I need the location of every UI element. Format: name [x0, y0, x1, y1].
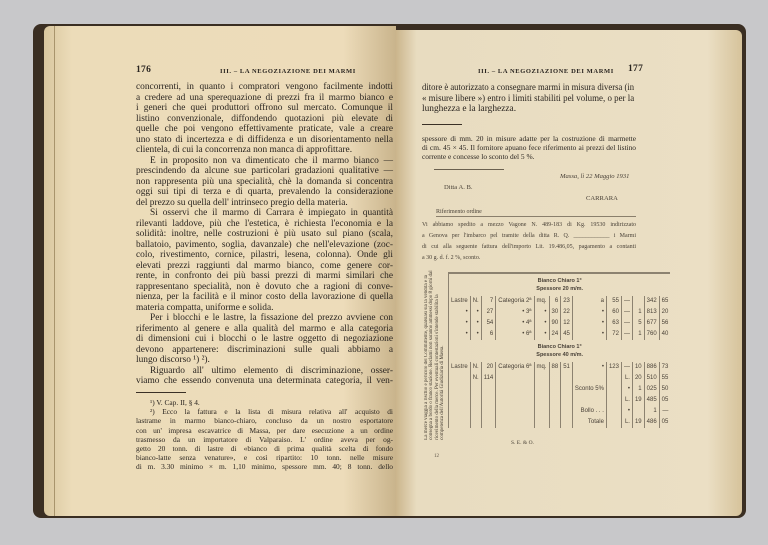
invoice-cell	[632, 406, 644, 417]
invoice-cell: 025	[644, 384, 659, 395]
invoice-cell: Bollo . . .	[572, 406, 606, 417]
text-line: non rappresenta più una specialità, chè la domanda si concentra	[136, 176, 393, 187]
invoice-cell: a	[572, 296, 606, 307]
invoice-row	[449, 395, 671, 406]
invoice-cell: 12	[561, 318, 573, 329]
invoice-cell	[561, 395, 573, 406]
invoice-cell: Lastre	[449, 296, 471, 307]
invoice-cell	[481, 384, 496, 395]
invoice-cell	[481, 406, 496, 417]
invoice-cell	[470, 406, 481, 417]
text-line: di cm. 45 × 45. Il fornitore apuano fece riferimento ai prezzi del listino	[422, 143, 636, 153]
text-line: Si osservi che il marmo di Carrara è impiegato in quantità	[150, 208, 393, 218]
invoice-cell: • 6ª	[496, 329, 534, 340]
invoice-cell: 5	[632, 318, 644, 329]
invoice-cell: •	[470, 318, 481, 329]
invoice-cell: 19	[632, 395, 644, 406]
invoice-cell: 342	[644, 296, 659, 307]
invoice-row	[449, 318, 671, 329]
invoice-cell: •	[449, 307, 471, 318]
invoice-cell: 6	[549, 296, 561, 307]
invoice-cell	[449, 395, 471, 406]
text-line: uno stato di incertezza e di diffidenza e un disorientamento nella	[136, 134, 393, 145]
invoice-cell: 677	[644, 318, 659, 329]
invoice-cell	[549, 406, 561, 417]
invoice-cell: —	[621, 307, 632, 318]
invoice-cell	[534, 395, 549, 406]
invoice-cell: N.	[470, 296, 481, 307]
invoice-cell: 20	[481, 362, 496, 373]
invoice-cell: Categoria 2ª	[496, 296, 534, 307]
invoice-cell: Totale	[572, 417, 606, 428]
invoice-cell	[534, 406, 549, 417]
invoice-table	[448, 272, 670, 428]
text-line: rappresentano specialità, non è dovuto che a ragioni di conve-	[136, 281, 393, 292]
invoice-cell: —	[621, 318, 632, 329]
text-line: listino convenzionale, diffondendo quotazioni più elevate di	[136, 113, 393, 124]
invoice-cell: 55	[606, 296, 621, 307]
invoice-cell	[470, 395, 481, 406]
text-line: concorrenti, in quanto i compratori vengono facilmente indotti	[136, 82, 393, 92]
invoice-cell: 7	[481, 296, 496, 307]
invoice-cell	[481, 417, 496, 428]
invoice-cell: •	[572, 318, 606, 329]
invoice-cell: •	[534, 318, 549, 329]
page-number: 176	[136, 65, 152, 75]
invoice-cell	[549, 384, 561, 395]
invoice-cell: 20	[659, 307, 670, 318]
text-line: elevati prezzi raggiunti dal marmo bianco, come genere cor-	[136, 260, 393, 271]
text-line: prescindendo da alcune sue particolari gradazioni qualitative —	[136, 166, 393, 176]
invoice-side-note: La merce viaggia a rischio e pericolo del Committente, qualsiasi sia la vendita e la consegna a bordo o franco stazione. Reclami non saranno ammessi dopo 8 giorni dal ricevimento della merce. Per eventuali contestazioni s'intende stabilita la competenza dell'Autorità Giudiziaria di Massa.	[424, 270, 446, 440]
text-line: E in proposito non va dimenticato che il marmo bianco —	[150, 155, 393, 166]
page-number: 177	[628, 64, 644, 74]
text-line: riferimento al genere e alla qualità del marmo e alla categoria	[136, 323, 393, 334]
invoice-cell: 1	[632, 384, 644, 395]
invoice-cell	[496, 406, 534, 417]
text-line: di dimensioni cui i blocchi o le lastre oggetto di negoziazione	[136, 334, 393, 344]
invoice-cell	[496, 373, 534, 384]
text-line: bianco-latte senza venature», e così ripartito: 10 tonn. nelle misure	[136, 453, 393, 463]
invoice-cell: 54	[481, 318, 496, 329]
invoice-cell	[561, 417, 573, 428]
invoice-cell	[561, 373, 573, 384]
invoice-cell	[606, 373, 621, 384]
invoice-body	[422, 220, 636, 264]
invoice-cell: 30	[549, 307, 561, 318]
invoice-row	[449, 329, 671, 340]
invoice-cell	[470, 417, 481, 428]
invoice-cell: 1	[632, 329, 644, 340]
invoice-cell: 486	[644, 417, 659, 428]
running-head: III. – LA NEGOZIAZIONE DEI MARMI	[220, 68, 356, 75]
invoice-cell: 51	[561, 362, 573, 373]
text-line: nienza, per la facilità e il minor costo della lavorazione di quella	[136, 292, 393, 302]
invoice-cell: 73	[659, 362, 670, 373]
invoice-cell	[549, 373, 561, 384]
footnote-continued	[422, 134, 636, 162]
invoice-cell	[561, 406, 573, 417]
text-line: materia compatta, uniforme e solida.	[136, 302, 274, 313]
footnote-rule	[422, 124, 462, 125]
invoice-cell: 60	[606, 307, 621, 318]
invoice-cell	[496, 417, 534, 428]
text-line: di m. 3.30 minimo × m. 1,10 minimo, spessore mm. 40; 8 tonn. dello	[136, 462, 393, 472]
invoice-cell: Categoria 6ª	[496, 362, 534, 373]
invoice-date: Massa, lì 22 Maggio 1931	[560, 173, 630, 180]
text-line: viamo che essendo convenuta una determinata categoria, il ven-	[136, 376, 393, 386]
invoice-cell	[632, 296, 644, 307]
invoice-cell: L.	[621, 417, 632, 428]
text-line: solidità: inoltre, nelle costruzioni è più usato sul piano (scala,	[136, 229, 393, 239]
text-line: del prezzo su quella dell' intrinseco pregio della materia.	[136, 197, 348, 208]
invoice-cell: 19	[632, 417, 644, 428]
footnotes	[136, 398, 393, 472]
invoice-cell: •	[621, 406, 632, 417]
text-line: quelle che poi vengono effettivamente praticate, vale a creare	[136, 124, 393, 134]
text-line: « misure libere ») entro i limiti stabiliti pel volume, o per la	[422, 93, 635, 104]
invoice-cell: 27	[481, 307, 496, 318]
text-line: corrente e concesse lo sconto del 5 %.	[422, 152, 535, 162]
text-line: lastrame in marmo bianco-chiaro, concluso da un nostro esportatore	[136, 416, 393, 426]
invoice-cell	[572, 373, 606, 384]
invoice-cell: 40	[659, 329, 670, 340]
invoice-cell	[534, 417, 549, 428]
invoice-cell: 485	[644, 395, 659, 406]
invoice-cell	[449, 384, 471, 395]
invoice-cell: •	[572, 362, 606, 373]
invoice-cell: L.	[621, 395, 632, 406]
text-line: Riguardo all' ultimo elemento di discriminazione, osser-	[150, 365, 393, 376]
invoice-cell	[496, 384, 534, 395]
footnote-rule	[136, 392, 186, 393]
invoice-cell	[481, 395, 496, 406]
text-line: ditore è autorizzato a consegnare marmi in misura diversa (in	[422, 83, 635, 93]
invoice-cell: 23	[561, 296, 573, 307]
invoice-row	[449, 384, 671, 395]
invoice-reference: Riferimento ordine	[436, 208, 636, 217]
invoice-cell: Lastre	[449, 362, 471, 373]
invoice-cell	[606, 384, 621, 395]
group-heading-row	[449, 273, 671, 296]
invoice-cell	[496, 395, 534, 406]
invoice-body-line: di cui alla seguente fattura dell'importo Lit. 19.486,05, pagamento a contanti	[422, 244, 636, 250]
invoice-cell: 88	[549, 362, 561, 373]
invoice-row	[449, 417, 671, 428]
invoice-cell: 50	[659, 384, 670, 395]
invoice-cell: •	[534, 329, 549, 340]
invoice-cell: Sconto 5%	[572, 384, 606, 395]
text-line: clientela, di cui la concorrenza non manca di approfittare.	[136, 145, 353, 155]
invoice-cell: 1	[632, 307, 644, 318]
invoice-cell: 55	[659, 373, 670, 384]
text-line: ²) Ecco la fattura e la lista di misura relativa all' acquisto di	[150, 407, 393, 417]
left-page	[44, 26, 396, 516]
invoice-cell: 45	[561, 329, 573, 340]
body-text	[422, 83, 634, 115]
invoice-body-line: Vi abbiamo spedito a mezzo Vagone N. 489-183 di Kg. 19530 indirizzato	[422, 222, 636, 228]
invoice-cell: 813	[644, 307, 659, 318]
text-line: devono appartenere: discriminazioni sulle quali abbiamo a	[136, 344, 393, 355]
text-line: rilevanti laddove, più che l'estetica, è richiesta l'economia e la	[136, 218, 393, 229]
text-line: ballatoio, pavimento, soglia, davanzale) che nell'elevazione (zoc-	[136, 239, 393, 250]
invoice-cell	[606, 395, 621, 406]
invoice-cell: mq.	[534, 296, 549, 307]
invoice-city: CARRARA	[586, 195, 618, 202]
invoice-cell: 760	[644, 329, 659, 340]
text-line: Per i blocchi e le lastre, la fissazione del prezzo avviene con	[150, 313, 393, 323]
group-heading: Spessore 20 m/m.	[536, 286, 584, 292]
invoice-cell: •	[449, 329, 471, 340]
invoice-cell: 90	[549, 318, 561, 329]
text-line: colo, rivestimento, cornice, pilastri, lesena, colonna). Onde gli	[136, 250, 393, 260]
invoice-cell: 510	[644, 373, 659, 384]
text-line: trasmesso da un importatore di Valparaiso. L' ordine aveva per og-	[136, 434, 393, 444]
group-heading-row	[449, 340, 671, 362]
invoice-cell	[534, 373, 549, 384]
invoice-cell: —	[621, 362, 632, 373]
invoice-cell	[449, 417, 471, 428]
invoice-cell: 65	[659, 296, 670, 307]
invoice-body-line: a 30 g. d. f. 2 %, sconto.	[422, 255, 481, 261]
invoice-cell	[561, 384, 573, 395]
invoice-cell: •	[534, 307, 549, 318]
invoice-cell: 24	[549, 329, 561, 340]
text-line: ¹) V. Cap. II, § 4.	[150, 398, 200, 407]
invoice-body-line: a Genova per l'imbarco pel tramite della ditta R. Q. ____________ i Marmi	[422, 233, 636, 239]
invoice-cell: •	[572, 307, 606, 318]
invoice-cell: 05	[659, 395, 670, 406]
invoice-cell	[449, 373, 471, 384]
text-line: getto 20 tonn. di lastre di «bianco di prima qualità scelta di fondo	[136, 444, 393, 454]
group-heading: Bianco Chiaro 1°	[537, 278, 582, 284]
invoice-cell: —	[621, 329, 632, 340]
invoice-cell: 56	[659, 318, 670, 329]
invoice-row	[449, 296, 671, 307]
sheet-mark: 12	[434, 454, 439, 459]
invoice-cell	[549, 417, 561, 428]
invoice-cell: •	[470, 329, 481, 340]
invoice-cell: 10	[632, 362, 644, 373]
invoice-cell: •	[621, 384, 632, 395]
invoice-cell	[534, 384, 549, 395]
invoice-cell: 1	[644, 406, 659, 417]
text-line: spessore di mm. 20 in misure adatte per la costruzione di marmette	[422, 134, 636, 143]
invoice-cell: 22	[561, 307, 573, 318]
page-edges	[44, 26, 55, 516]
group-heading: Bianco Chiaro 1°	[537, 344, 582, 350]
text-line: lunghezza e la larghezza.	[422, 104, 517, 114]
invoice-cell	[572, 395, 606, 406]
text-line: rente, in confronto dei più bassi prezzi di marmi similari che	[136, 271, 393, 281]
divider	[434, 169, 504, 170]
invoice-cell: • 4ª	[496, 318, 534, 329]
invoice-row	[449, 373, 671, 384]
invoice-cell: 63	[606, 318, 621, 329]
invoice-cell	[606, 417, 621, 428]
invoice-row	[449, 362, 671, 373]
invoice-cell: N.	[470, 373, 481, 384]
invoice-cell: —	[659, 406, 670, 417]
invoice-row	[449, 307, 671, 318]
invoice-cell: 05	[659, 417, 670, 428]
body-text	[136, 82, 393, 387]
invoice-cell: 886	[644, 362, 659, 373]
invoice-row	[449, 406, 671, 417]
invoice-cell: •	[572, 329, 606, 340]
invoice-cell: 123	[606, 362, 621, 373]
invoice-cell: 72	[606, 329, 621, 340]
invoice-cell: N.	[470, 362, 481, 373]
text-line: lungo discorso ¹) ²).	[136, 355, 210, 365]
invoice-cell	[449, 406, 471, 417]
invoice-cell: mq.	[534, 362, 549, 373]
invoice-cell	[606, 406, 621, 417]
text-line: i generi che quei produttori offrono sul mercato. Comunque il	[136, 103, 393, 113]
invoice-cell	[470, 384, 481, 395]
invoice-cell: •	[449, 318, 471, 329]
invoice-cell	[549, 395, 561, 406]
invoice-cell: L.	[621, 373, 632, 384]
invoice-signature: S. E. & O.	[511, 440, 534, 446]
text-line: oggi sui tipi di terza e di quarta, prevalendo la considerazione	[136, 187, 393, 197]
running-head: III. – LA NEGOZIAZIONE DEI MARMI	[478, 68, 614, 75]
invoice-cell: 6	[481, 329, 496, 340]
invoice-cell: • 3ª	[496, 307, 534, 318]
invoice-cell: —	[621, 296, 632, 307]
group-heading: Spessore 40 m/m.	[536, 352, 584, 358]
text-line: a credere ad una sperequazione di prezzi fra il marmo bianco e	[136, 92, 393, 103]
invoice-cell: •	[470, 307, 481, 318]
invoice-cell: 20	[632, 373, 644, 384]
invoice-addressee: Ditta A. B.	[444, 184, 473, 191]
invoice-cell: 114	[481, 373, 496, 384]
text-line: con un' impresa escavatrice di Massa, per dare esecuzione a un ordine	[136, 425, 393, 435]
